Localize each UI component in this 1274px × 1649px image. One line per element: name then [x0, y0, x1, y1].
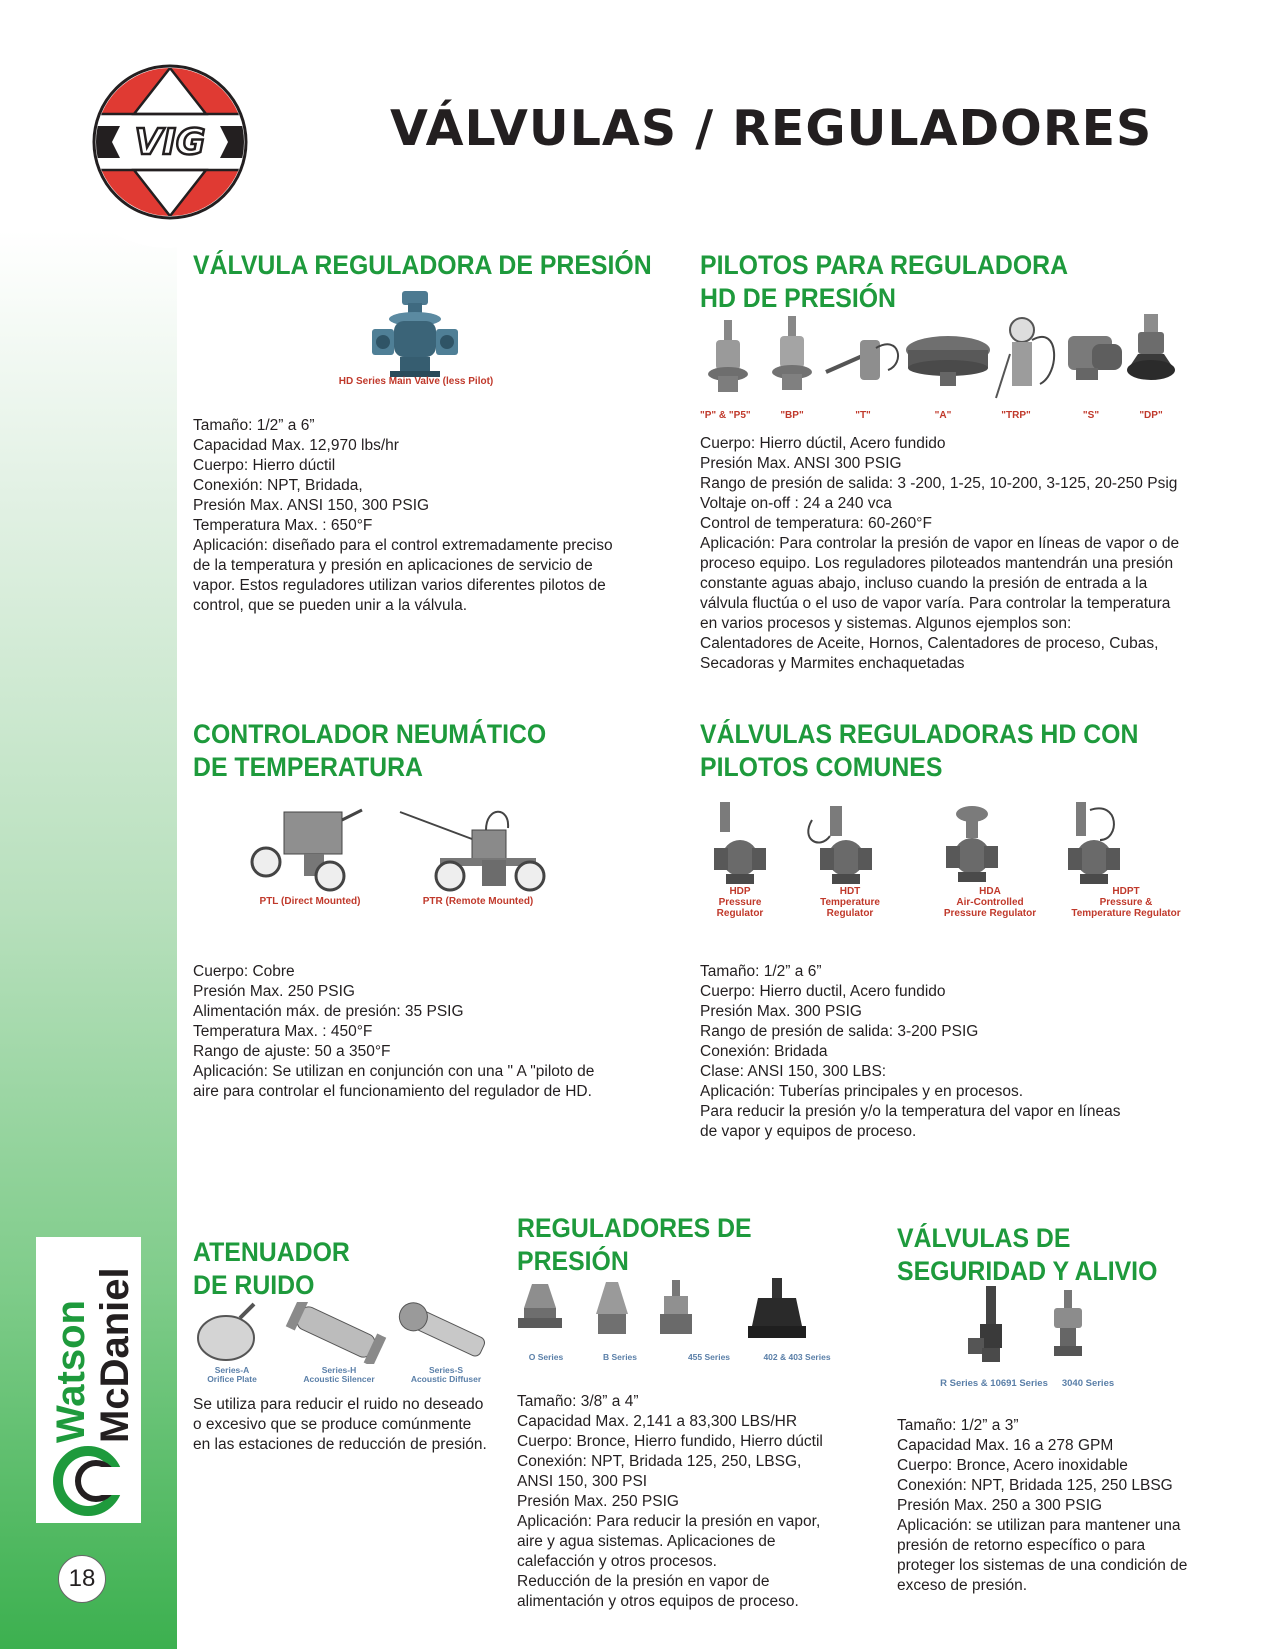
caption-b-series: B Series	[602, 1352, 638, 1362]
noise-attenuators-image	[196, 1302, 490, 1364]
caption-ptr: PTR (Remote Mounted)	[422, 896, 534, 907]
section-title-pneumatic: CONTROLADOR NEUMÁTICO DE TEMPERATURA	[193, 719, 547, 782]
section-title-pilots: PILOTOS PARA REGULADORA HD DE PRESIÓN	[700, 250, 1069, 313]
page-title: VÁLVULAS / REGULADORES	[390, 100, 1153, 157]
caption-ptl: PTL (Direct Mounted)	[259, 896, 361, 907]
vig-logo	[90, 62, 250, 222]
section-title-hd-common: VÁLVULAS REGULADORAS HD CON PILOTOS COMUNES	[700, 719, 1139, 782]
hd-main-valve-image	[368, 289, 464, 381]
caption-455-series: 455 Series	[687, 1352, 731, 1362]
caption-r-series: R Series & 10691 Series	[940, 1378, 1048, 1389]
caption-hdpt: HDPT Pressure & Temperature Regulator	[1071, 886, 1181, 919]
watson-mcdaniel-logo-graphic	[36, 1237, 141, 1523]
text-pressure-regs: Tamaño: 3/8” a 4” Capacidad Max. 2,141 a 83,300 LBS/HR Cuerpo: Bronce, Hierro fundido, Hierro dúctil Conexión: NPT, Bridada 125, 250, LBSG, ANSI 150, 300 PSI Presión Max. 250 PSIG Aplicación: Para reducir la presión en vapor, aire y agua sistemas. Aplicaciones de calefacción y otros procesos. Reducción de la presión en vapor de alimentación y otros equipos de proceso.	[517, 1393, 823, 1610]
pneumatic-controllers-image	[250, 802, 550, 894]
hd-common-pilots-image	[700, 800, 1170, 886]
text-pneumatic: Cuerpo: Cobre Presión Max. 250 PSIG Alimentación máx. de presión: 35 PSIG Temperatura Max. : 450°F Rango de ajuste: 50 a 350°F Aplicación: Se utilizan en conjunción con una " A "piloto de aire para controlar el funcionamiento del regulador de HD.	[193, 963, 595, 1100]
caption-series-s: Series-S Acoustic Diffuser	[410, 1365, 482, 1384]
caption-pilot-t: "T"	[855, 410, 871, 421]
svg-text:VIG: VIG	[134, 122, 206, 163]
caption-pilot-dp: "DP"	[1139, 410, 1163, 421]
text-pilots: Cuerpo: Hierro dúctil, Acero fundido Presión Max. ANSI 300 PSIG Rango de presión de salida: 3 -200, 1-25, 10-200, 3-125, 20-250 Psig Voltaje on-off : 24 a 240 vca Control de temperatura: 60-260°F Aplicación: Para controlar la presión de vapor en líneas de vapor o de proceso equipo. Los reguladores piloteados mantendrán una presión constante aguas abajo, incluso cuando la presión de entrada a la válvula fluctúa o el uso de vapor varía. Para controlar la temperatura en varios procesos y sistemas. Algunos ejemplos son: Calentadores de Aceite, Hornos, Calentadores de proceso, Cubas, Secadoras y Marmites enchaquetadas	[700, 435, 1180, 672]
section-title-safety: VÁLVULAS DE SEGURIDAD Y ALIVIO	[897, 1223, 1158, 1286]
section-title-hd-valve: VÁLVULA REGULADORA DE PRESIÓN	[193, 250, 652, 280]
caption-pilot-s: "S"	[1082, 410, 1100, 421]
text-safety: Tamaño: 1/2” a 3” Capacidad Max. 16 a 278 GPM Cuerpo: Bronce, Acero inoxidable Conexión: NPT, Bridada 125, 250 LBSG Presión Max. 250 a 300 PSIG Aplicación: se utilizan para mantener una presión de retorno específico o para proteger los sistemas de una condición de exceso de presión.	[897, 1417, 1188, 1594]
text-noise: Se utiliza para reducir el ruido no deseado o excesivo que se produce comúnmente en las estaciones de reducción de presión.	[193, 1396, 487, 1453]
svg-text:McDaniel: McDaniel	[93, 1267, 137, 1443]
caption-series-h: Series-H Acoustic Silencer	[303, 1365, 375, 1384]
caption-pilot-a: "A"	[934, 410, 952, 421]
caption-o-series: O Series	[528, 1352, 564, 1362]
caption-series-a: Series-A Orifice Plate	[207, 1365, 257, 1384]
text-hd-common: Tamaño: 1/2” a 6” Cuerpo: Hierro ductil, Acero fundido Presión Max. 300 PSIG Rango de presión de salida: 3-200 PSIG Conexión: Bridada Clase: ANSI 150, 300 LBS: Aplicación: Tuberías principales y en procesos. Para reducir la presión y/o la temperatura del vapor en líneas de vapor y equipos de proceso.	[700, 963, 1121, 1140]
caption-hda: HDA Air-Controlled Pressure Regulator	[943, 886, 1037, 919]
page-number: 18	[58, 1555, 106, 1603]
caption-hd-main-valve: HD Series Main Valve (less Pilot)	[338, 376, 494, 387]
watson-mcdaniel-logo	[36, 1237, 141, 1523]
svg-text:Watson: Watson	[49, 1300, 93, 1443]
caption-pilot-bp: "BP"	[780, 410, 804, 421]
caption-402-403-series: 402 & 403 Series	[763, 1352, 831, 1362]
caption-3040-series: 3040 Series	[1061, 1378, 1115, 1389]
caption-pilot-p: "P" & "P5"	[700, 410, 751, 421]
caption-hdt: HDT Temperature Regulator	[820, 886, 880, 919]
pressure-regulators-image	[518, 1278, 828, 1344]
safety-valves-image	[968, 1286, 1088, 1366]
caption-pilot-trp: "TRP"	[1001, 410, 1031, 421]
pilots-image	[700, 314, 1176, 404]
section-title-noise: ATENUADOR DE RUIDO	[193, 1237, 350, 1300]
text-hd-valve: Tamaño: 1/2” a 6” Capacidad Max. 12,970 lbs/hr Cuerpo: Hierro dúctil Conexión: NPT, Bridada, Presión Max. ANSI 150, 300 PSIG Temperatura Max. : 650°F Aplicación: diseñado para el control extremadamente preciso de la temperatura y presión en aplicaciones de servicio de vapor. Estos reguladores utilizan varios diferentes pilotos de control, que se pueden unir a la válvula.	[193, 417, 613, 614]
caption-hdp: HDP Pressure Regulator	[716, 886, 764, 919]
section-title-pressure-regs: REGULADORES DE PRESIÓN	[517, 1213, 752, 1276]
